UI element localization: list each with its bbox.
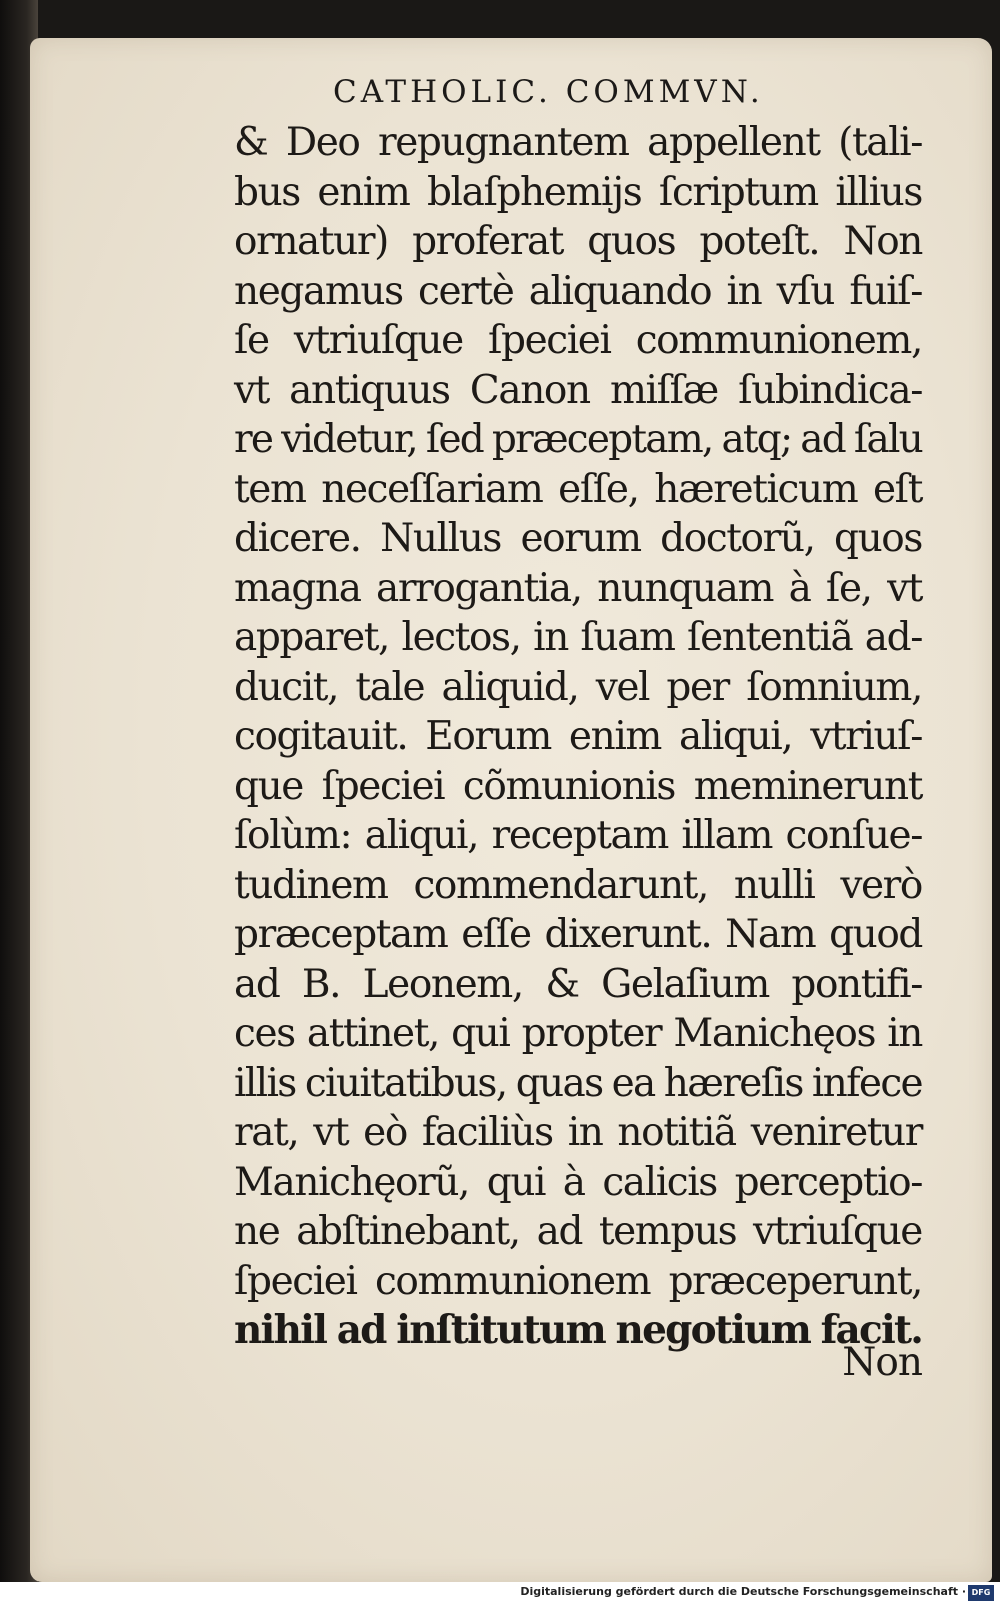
text-line: bus enim blaſphemijs ſcriptum illius: [234, 169, 922, 215]
catchword: Non: [842, 1340, 922, 1385]
footer-bar: [0, 1582, 1000, 1605]
text-line: dicere. Nullus eorum doctorũ, quos: [234, 516, 922, 561]
text-line: & Deo repugnantem appellent (tali-: [234, 120, 922, 165]
text-line: præceptam eſſe dixerunt. Nam quod: [234, 912, 922, 957]
text-line: tudinem commendarunt, nulli verò: [234, 862, 922, 908]
text-line: rat, vt eò faciliùs in notitiã veniretur: [234, 1110, 922, 1155]
text-line: nihil ad inſtitutum negotium facit.: [234, 1307, 922, 1353]
text-line: ad B. Leonem, & Gelaſium pontifi-: [234, 961, 922, 1007]
dfg-logo: DFG: [968, 1585, 994, 1601]
text-line: ducit, tale aliquid, vel per ſomnium,: [234, 664, 922, 710]
text-line: re videtur, ſed præceptam, atq; ad ſalu: [234, 417, 922, 462]
text-line: cogitauit. Eorum enim aliqui, vtriuſ-: [234, 714, 922, 759]
text-line: ces attinet, qui propter Manichęos in: [234, 1011, 922, 1056]
text-line: ſpeciei communionem præceperunt,: [234, 1258, 922, 1304]
text-line: ſe vtriuſque ſpeciei communionem,: [234, 318, 922, 363]
text-line: vt antiquus Canon miſſæ ſubindica-: [234, 367, 922, 413]
text-line: ne abſtinebant, ad tempus vtriuſque: [234, 1209, 922, 1254]
text-line: illis ciuitatibus, quas ea hæreſis infece: [234, 1060, 922, 1106]
text-line: magna arrogantia, nunquam à ſe, vt: [234, 565, 922, 611]
text-line: ornatur) proferat quos poteſt. Non: [234, 219, 922, 264]
funding-credit: Digitalisierung gefördert durch die Deutsche Forschungsgemeinschaft ·: [520, 1585, 966, 1598]
text-line: negamus certè aliquando in vſu fuiſ-: [234, 268, 922, 314]
text-line: apparet, lectos, in ſuam ſententiã ad-: [234, 615, 922, 660]
running-head: CATHOLIC. COMMVN.: [333, 74, 764, 110]
text-line: tem neceſſariam eſſe, hæreticum eſt: [234, 466, 922, 512]
text-block: [234, 118, 922, 1356]
text-line: que ſpeciei cõmunionis meminerunt: [234, 763, 922, 809]
text-line: ſolùm: aliqui, receptam illam conſue-: [234, 813, 922, 858]
text-line: Manichęorũ, qui à calicis perceptio-: [234, 1159, 922, 1205]
